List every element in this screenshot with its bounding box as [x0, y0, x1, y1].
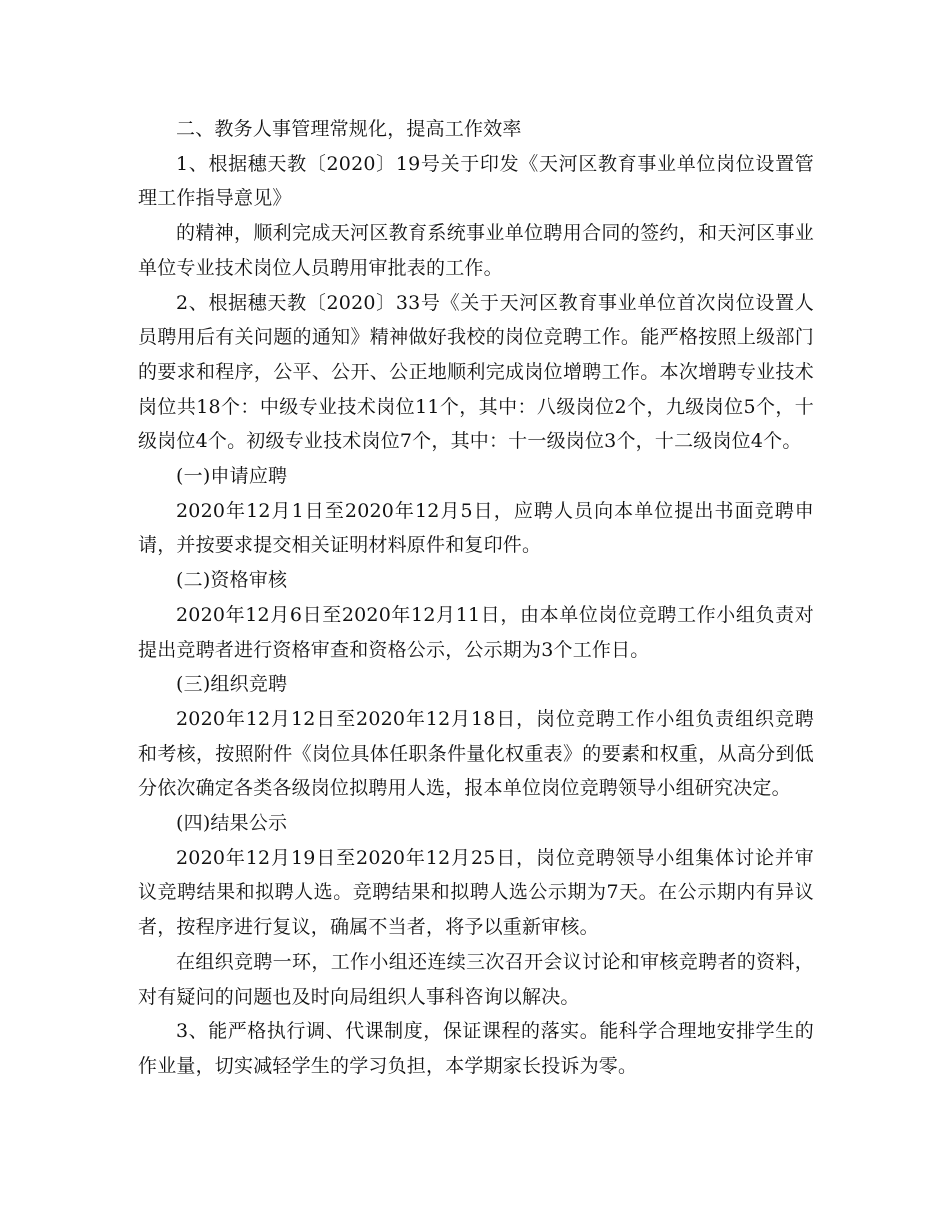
- subheading-qualification-review: (二)资格审核: [176, 569, 288, 592]
- paragraph-item-1-continued: 的精神，顺利完成天河区教育系统事业单位聘用合同的签约，和天河区事业单位专业技术岗位人员聘用审批表的工作。: [138, 222, 814, 279]
- subheading-apply: (一)申请应聘: [176, 465, 288, 488]
- paragraph-item-1: 1、根据穗天教〔2020〕19号关于印发《天河区教育事业单位岗位设置管理工作指导意见》: [138, 152, 814, 210]
- paragraph-apply: 2020年12月1日至2020年12月5日，应聘人员向本单位提出书面竞聘申请，并按要求提交相关证明材料原件和复印件。: [138, 499, 814, 557]
- paragraph-result-announcement: 2020年12月19日至2020年12月25日，岗位竞聘领导小组集体讨论并审议竞聘结果和拟聘人选。竞聘结果和拟聘人选公示期为7天。在公示期内有异议者，按程序进行复议，确属不当者，将予以重新审核。: [138, 846, 814, 939]
- subheading-organize-competition: (三)组织竞聘: [176, 673, 288, 696]
- section-heading-2: 二、教务人事管理常规化，提高工作效率: [176, 118, 522, 140]
- paragraph-review-meetings: 在组织竞聘一环，工作小组还连续三次召开会议讨论和审核竞聘者的资料，对有疑问的问题也及时向局组织人事科咨询以解决。: [138, 950, 814, 1008]
- subheading-result-announcement: (四)结果公示: [176, 812, 288, 835]
- document-body: [138, 112, 814, 1084]
- paragraph-organize-competition: 2020年12月12日至2020年12月18日，岗位竞聘工作小组负责组织竞聘和考核，按照附件《岗位具体任职条件量化权重表》的要素和权重，从高分到低分依次确定各类各级岗位拟聘用人选，报本单位岗位竞聘领导小组研究决定。: [138, 707, 814, 800]
- paragraph-item-2: 2、根据穗天教〔2020〕33号《关于天河区教育事业单位首次岗位设置人员聘用后有关问题的通知》精神做好我校的岗位竞聘工作。能严格按照上级部门的要求和程序，公平、公开、公正地顺利完成岗位增聘工作。本次增聘专业技术岗位共18个：中级专业技术岗位11个，其中：八级岗位2个，九级岗位5个，十级岗位4个。初级专业技术岗位7个，其中：十一级岗位3个，十二级岗位4个。: [138, 291, 814, 453]
- paragraph-qualification-review: 2020年12月6日至2020年12月11日，由本单位岗位竞聘工作小组负责对提出竞聘者进行资格审查和资格公示，公示期为3个工作日。: [138, 603, 814, 661]
- paragraph-item-3: 3、能严格执行调、代课制度，保证课程的落实。能科学合理地安排学生的作业量，切实减轻学生的学习负担，本学期家长投诉为零。: [138, 1020, 814, 1077]
